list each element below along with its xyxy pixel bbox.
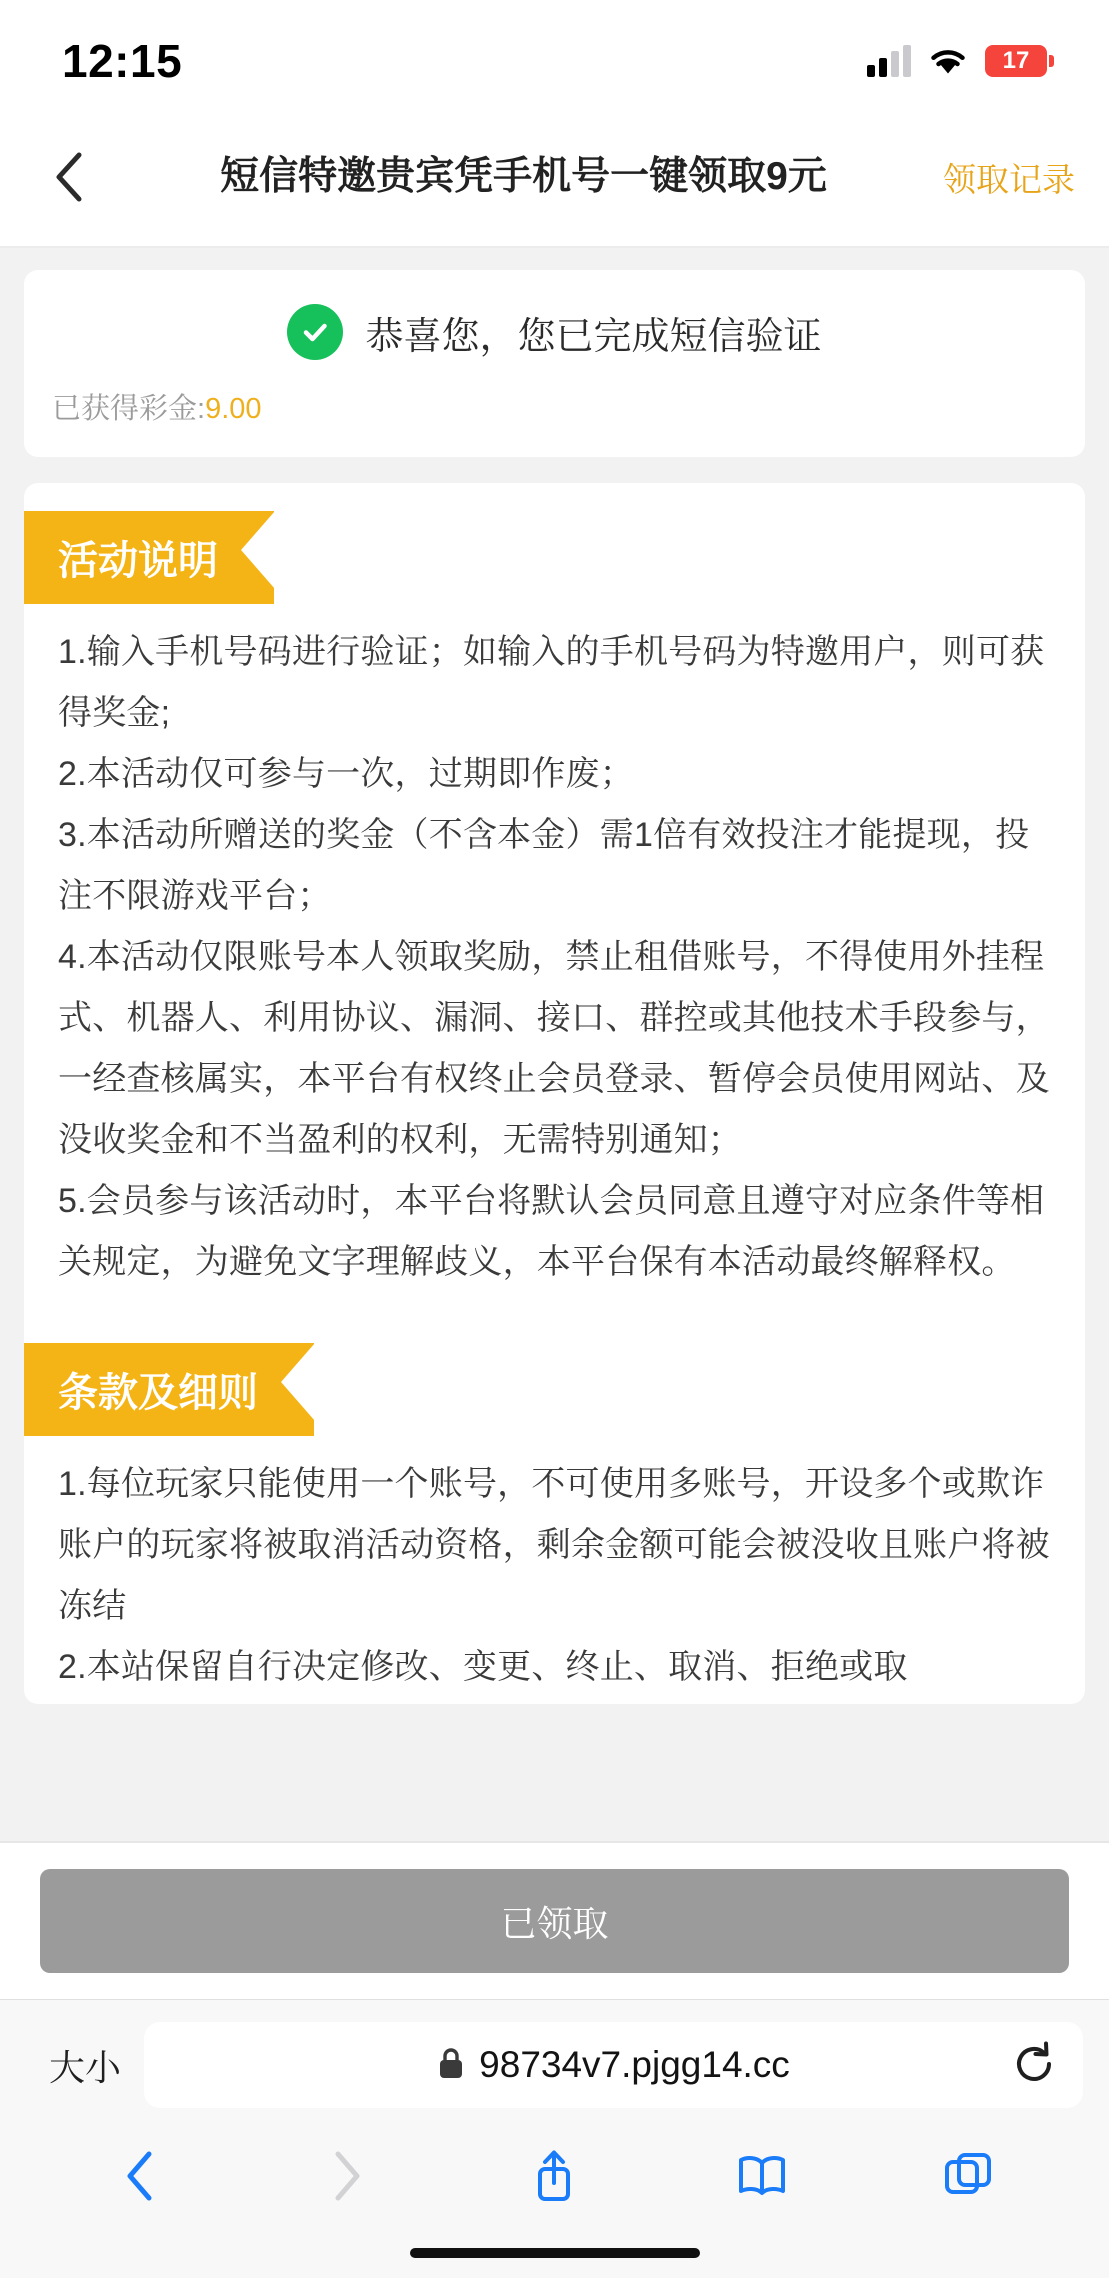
check-circle-icon bbox=[287, 304, 343, 360]
page-title: 短信特邀贵宾凭手机号一键领取9元 bbox=[220, 155, 827, 198]
tabs-button[interactable] bbox=[934, 2141, 1004, 2211]
rules-panel bbox=[24, 483, 1085, 1704]
rule-line: 3.本活动所赠送的奖金（不含本金）需1倍有效投注才能提现，投注不限游戏平台； bbox=[58, 816, 1030, 915]
page-content[interactable] bbox=[0, 248, 1109, 1841]
book-icon bbox=[735, 2153, 789, 2199]
share-button[interactable] bbox=[519, 2141, 589, 2211]
home-indicator bbox=[0, 2244, 1109, 2278]
activity-description-header-wrap bbox=[24, 483, 1085, 604]
activity-description-body bbox=[24, 604, 1085, 1299]
claim-record-link[interactable]: 领取记录 bbox=[943, 160, 1075, 198]
rule-line: 1.输入手机号码进行验证；如输入的手机号码为特邀用户，则可获得奖金; bbox=[58, 633, 1045, 732]
success-row bbox=[52, 304, 1057, 360]
url-field[interactable] bbox=[144, 2022, 1083, 2108]
status-bar bbox=[0, 0, 1109, 108]
terms-body bbox=[24, 1436, 1085, 1704]
term-line: 2.本站保留自行决定修改、变更、终止、取消、拒绝或取 bbox=[58, 1648, 908, 1686]
terms-header: 条款及细则 bbox=[24, 1343, 314, 1436]
share-icon bbox=[530, 2147, 578, 2205]
bottom-action-bar bbox=[0, 1841, 1109, 1999]
bonus-amount-label: 已获得彩金: bbox=[52, 393, 206, 425]
back-button[interactable] bbox=[34, 142, 104, 212]
success-message: 恭喜您，您已完成短信验证 bbox=[365, 315, 822, 358]
battery-level-label: 17 bbox=[1002, 47, 1030, 74]
cellular-signal-icon bbox=[867, 45, 911, 77]
tabs-icon bbox=[943, 2150, 995, 2202]
battery-icon bbox=[985, 45, 1047, 77]
bookmarks-button[interactable] bbox=[727, 2141, 797, 2211]
term-line: 1.每位玩家只能使用一个账号，不可使用多账号，开设多个或欺诈账户的玩家将被取消活动资格，剩余金额可能会被没收且账户将被冻结 bbox=[58, 1465, 1050, 1625]
section-gap bbox=[24, 1299, 1085, 1315]
reload-icon bbox=[1011, 2041, 1057, 2087]
activity-description-header: 活动说明 bbox=[24, 511, 274, 604]
chevron-right-icon bbox=[330, 2148, 364, 2204]
page-settings-button[interactable]: 大小 bbox=[48, 2046, 121, 2088]
status-bar-indicators bbox=[867, 45, 1047, 77]
chevron-left-icon bbox=[123, 2148, 157, 2204]
claim-button[interactable]: 已领取 bbox=[40, 1869, 1069, 1973]
browser-forward-button[interactable] bbox=[312, 2141, 382, 2211]
lock-icon bbox=[437, 2045, 465, 2086]
rule-line: 5.会员参与该活动时，本平台将默认会员同意且遵守对应条件等相关规定，为避免文字理解歧义，本平台保有本活动最终解释权。 bbox=[58, 1182, 1045, 1281]
bonus-amount-value: 9.00 bbox=[205, 393, 262, 425]
status-bar-time: 12:15 bbox=[62, 35, 183, 87]
reload-button[interactable] bbox=[1011, 2041, 1059, 2089]
verification-status-card bbox=[24, 270, 1085, 457]
browser-url-bar bbox=[0, 1999, 1109, 2124]
url-text: 98734v7.pjgg14.cc bbox=[479, 2044, 790, 2085]
browser-back-button[interactable] bbox=[105, 2141, 175, 2211]
bonus-amount-row bbox=[52, 386, 1057, 427]
wifi-icon bbox=[927, 45, 969, 77]
browser-toolbar bbox=[0, 2124, 1109, 2244]
rule-line: 4.本活动仅限账号本人领取奖励，禁止租借账号，不得使用外挂程式、机器人、利用协议、漏洞、接口、群控或其他技术手段参与，一经查核属实，本平台有权终止会员登录、暂停会员使用网站、及没收奖金和不当盈利的权利，无需特别通知； bbox=[58, 938, 1050, 1159]
chevron-left-icon bbox=[52, 149, 86, 205]
rule-line: 2.本活动仅可参与一次，过期即作废； bbox=[58, 755, 634, 793]
terms-header-wrap bbox=[24, 1315, 1085, 1436]
page-navbar bbox=[0, 108, 1109, 248]
